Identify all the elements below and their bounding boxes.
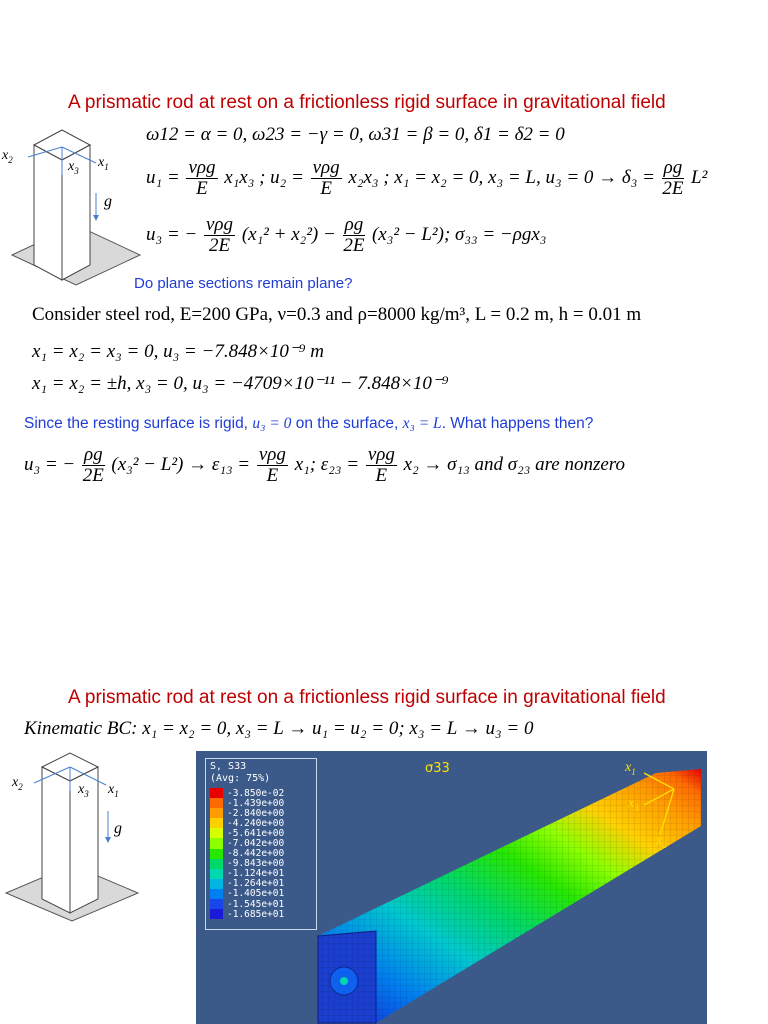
legend-swatch (210, 909, 223, 919)
legend-swatch (210, 889, 223, 899)
steel-rod-parameters: Consider steel rod, E=200 GPa, ν=0.3 and ρ=8000 kg/m³, L = 0.2 m, h = 0.01 m (32, 304, 642, 325)
slide1-title: A prismatic rod at rest on a frictionless rigid surface in gravitational field (68, 92, 666, 113)
legend-row (210, 828, 312, 838)
label-x2: $x_2$ (2, 148, 13, 165)
legend-swatch (210, 788, 223, 798)
rod-diagram-top (0, 115, 150, 295)
legend-value: -5.641e+00 (227, 827, 285, 839)
legend-swatch (210, 879, 223, 889)
legend-value: -1.264e+01 (227, 878, 285, 890)
legend-row (210, 909, 312, 919)
legend-value: -4.240e+00 (227, 817, 285, 829)
legend-row (210, 889, 312, 899)
label-g-b: g (114, 820, 122, 837)
legend-value: -1.405e+01 (227, 888, 285, 900)
rod-diagram-bottom (0, 745, 150, 930)
displacement-equation-u1-u2: u₁ = $\frac{\text{νρg}}{E}$ x₁x₃ ; u₂ = $\frac{\text{νρg}}{E}$ x₂x₃ ; x₁ = x₂ = 0, x₃ = L, u₃ = 0 → δ₃ = $\frac{\rho g}{2E}$ L² (146, 157, 708, 199)
slide2-title: A prismatic rod at rest on a frictionless rigid surface in gravitational field (68, 687, 666, 708)
displacement-equation-u3: u₃ = − $\frac{\text{νρg}}{2E}$ (x₁² + x₂²) − $\frac{\rho g}{2E}$ (x₃² − L²); σ₃₃ = −ρgx₃ (146, 214, 547, 256)
triad-label-x1: $x_1$ (625, 760, 636, 777)
displacement-corner: x₁ = x₂ = ±h, x₃ = 0, u₃ = −4709×10⁻¹¹ − 7.848×10⁻⁹ (32, 373, 449, 394)
legend-avg: (Avg: 75%) (210, 773, 271, 784)
label-g: g (104, 193, 112, 210)
legend-row (210, 808, 312, 818)
rigid-surface-note: Since the resting surface is rigid, u₃ = 0 on the surface, x₃ = L. What happens then? (24, 415, 594, 432)
triad-label-x3: $x_3$ (628, 796, 639, 813)
legend-swatch (210, 869, 223, 879)
legend-row (210, 869, 312, 879)
legend-row (210, 849, 312, 859)
legend-value: -8.442e+00 (227, 848, 285, 860)
label-x3: $x_3$ (68, 159, 79, 176)
legend-row (210, 788, 312, 798)
legend-value: -3.850e-02 (227, 787, 285, 799)
legend-swatch (210, 899, 223, 909)
legend-value: -1.685e+01 (227, 908, 285, 920)
legend-value: -1.124e+01 (227, 868, 285, 880)
legend-title: S, S33 (210, 761, 247, 772)
legend-value: -1.439e+00 (227, 797, 285, 809)
plane-sections-question: Do plane sections remain plane? (134, 275, 353, 292)
contour-legend (205, 758, 317, 930)
label-x1: $x_1$ (98, 155, 109, 172)
legend-swatch (210, 798, 223, 808)
displacement-center: x₁ = x₂ = x₃ = 0, u₃ = −7.848×10⁻⁹ m (32, 341, 325, 362)
legend-row (210, 818, 312, 828)
legend-swatch (210, 818, 223, 828)
rotation-equation: ω12 = α = 0, ω23 = −γ = 0, ω31 = β = 0, δ1 = δ2 = 0 (146, 124, 565, 145)
label-x2-b: $x_2$ (12, 775, 23, 792)
legend-swatch (210, 808, 223, 818)
triad-label-x2: $x_2$ (656, 833, 667, 850)
kinematic-bc: Kinematic BC: x₁ = x₂ = 0, x₃ = L → u₁ = u₂ = 0; x₃ = L → u₃ = 0 (24, 718, 534, 739)
legend-row (210, 838, 312, 848)
legend-swatch (210, 838, 223, 848)
legend-swatch (210, 849, 223, 859)
legend-value: -9.843e+00 (227, 858, 285, 870)
label-x1-b: $x_1$ (108, 782, 119, 799)
legend-swatch (210, 828, 223, 838)
legend-row (210, 879, 312, 889)
fea-result-viewport (196, 751, 707, 1024)
legend-row (210, 859, 312, 869)
field-label: σ33 (425, 761, 450, 776)
legend-value: -2.840e+00 (227, 807, 285, 819)
legend-row (210, 798, 312, 808)
legend-row (210, 899, 312, 909)
legend-value: -7.042e+00 (227, 838, 285, 850)
legend-swatch (210, 859, 223, 869)
shear-strain-equation: u₃ = − $\frac{\rho g}{2E}$ (x₃² − L²) → ε₁₃ = $\frac{\text{νρg}}{E}$ x₁; ε₂₃ = $\frac{\text{νρg}}{E}$ x₂ → σ₁₃ and σ₂₃ are nonzero (24, 444, 625, 486)
legend-value: -1.545e+01 (227, 898, 285, 910)
label-x3-b: $x_3$ (78, 782, 89, 799)
